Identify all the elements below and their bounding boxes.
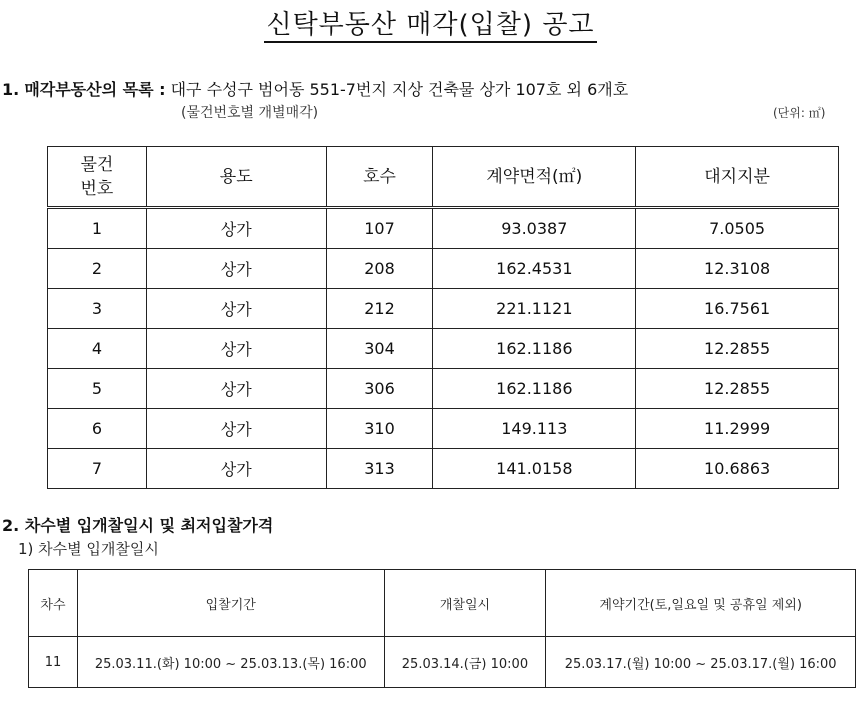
- cell-land-share: 16.7561: [636, 289, 839, 329]
- cell-contract-area: 149.113: [433, 409, 636, 449]
- section1-number: 1.: [2, 80, 20, 99]
- cell-item-number: 1: [48, 208, 147, 249]
- header-unit-no: 호수: [326, 147, 433, 208]
- cell-unit-no: 306: [326, 369, 433, 409]
- cell-usage: 상가: [146, 409, 326, 449]
- cell-unit-no: 212: [326, 289, 433, 329]
- cell-unit-no: 304: [326, 329, 433, 369]
- cell-land-share: 11.2999: [636, 409, 839, 449]
- table-row: [48, 249, 839, 289]
- table-row: [48, 409, 839, 449]
- cell-contract-area: 162.1186: [433, 369, 636, 409]
- cell-opening-date: 25.03.14.(금) 10:00: [384, 637, 546, 688]
- table-row: [48, 289, 839, 329]
- table-row: [48, 329, 839, 369]
- header-usage: 용도: [146, 147, 326, 208]
- cell-land-share: 12.2855: [636, 329, 839, 369]
- cell-contract-period: 25.03.17.(월) 10:00 ~ 25.03.17.(월) 16:00: [546, 637, 856, 688]
- cell-item-number: 7: [48, 449, 147, 489]
- property-table: [47, 146, 839, 489]
- header-bid-period: 입찰기간: [77, 570, 384, 637]
- cell-usage: 상가: [146, 208, 326, 249]
- cell-round: 11: [29, 637, 78, 688]
- cell-item-number: 3: [48, 289, 147, 329]
- cell-contract-area: 162.4531: [433, 249, 636, 289]
- header-contract-period: 계약기간(토,일요일 및 공휴일 제외): [546, 570, 856, 637]
- header-opening-date: 개찰일시: [384, 570, 546, 637]
- cell-usage: 상가: [146, 449, 326, 489]
- cell-land-share: 10.6863: [636, 449, 839, 489]
- cell-land-share: 7.0505: [636, 208, 839, 249]
- cell-item-number: 2: [48, 249, 147, 289]
- section1-text: 대구 수성구 범어동 551-7번지 지상 건축물 상가 107호 외 6개호: [170, 80, 629, 99]
- cell-usage: 상가: [146, 369, 326, 409]
- cell-unit-no: 313: [326, 449, 433, 489]
- cell-contract-area: 221.1121: [433, 289, 636, 329]
- cell-usage: 상가: [146, 249, 326, 289]
- cell-bid-period: 25.03.11.(화) 10:00 ~ 25.03.13.(목) 16:00: [77, 637, 384, 688]
- table-row: [48, 449, 839, 489]
- section1-heading: [2, 77, 628, 100]
- cell-item-number: 4: [48, 329, 147, 369]
- cell-contract-area: 162.1186: [433, 329, 636, 369]
- cell-unit-no: 208: [326, 249, 433, 289]
- section2-subheading: 1) 차수별 입개찰일시: [18, 540, 159, 558]
- table-header-row: [29, 570, 856, 637]
- schedule-table: [28, 569, 856, 688]
- header-item-number: 물건 번호: [48, 147, 147, 208]
- cell-contract-area: 141.0158: [433, 449, 636, 489]
- cell-item-number: 6: [48, 409, 147, 449]
- unit-label: (단위: ㎡): [773, 106, 826, 120]
- cell-land-share: 12.3108: [636, 249, 839, 289]
- section1-subtext: (물건번호별 개별매각): [181, 105, 319, 121]
- cell-land-share: 12.2855: [636, 369, 839, 409]
- cell-unit-no: 107: [326, 208, 433, 249]
- cell-usage: 상가: [146, 289, 326, 329]
- header-contract-area: 계약면적(㎡): [433, 147, 636, 208]
- cell-unit-no: 310: [326, 409, 433, 449]
- page-title: 신탁부동산 매각(입찰) 공고: [0, 4, 861, 41]
- cell-item-number: 5: [48, 369, 147, 409]
- table-row: [29, 637, 856, 688]
- section2-heading: 2. 차수별 입개찰일시 및 최저입찰가격: [2, 516, 274, 535]
- table-row: [48, 369, 839, 409]
- table-header-row: [48, 147, 839, 208]
- cell-usage: 상가: [146, 329, 326, 369]
- table-row: [48, 208, 839, 249]
- header-round: 차수: [29, 570, 78, 637]
- cell-contract-area: 93.0387: [433, 208, 636, 249]
- section1-label: 매각부동산의 목록 :: [24, 80, 166, 99]
- header-land-share: 대지지분: [636, 147, 839, 208]
